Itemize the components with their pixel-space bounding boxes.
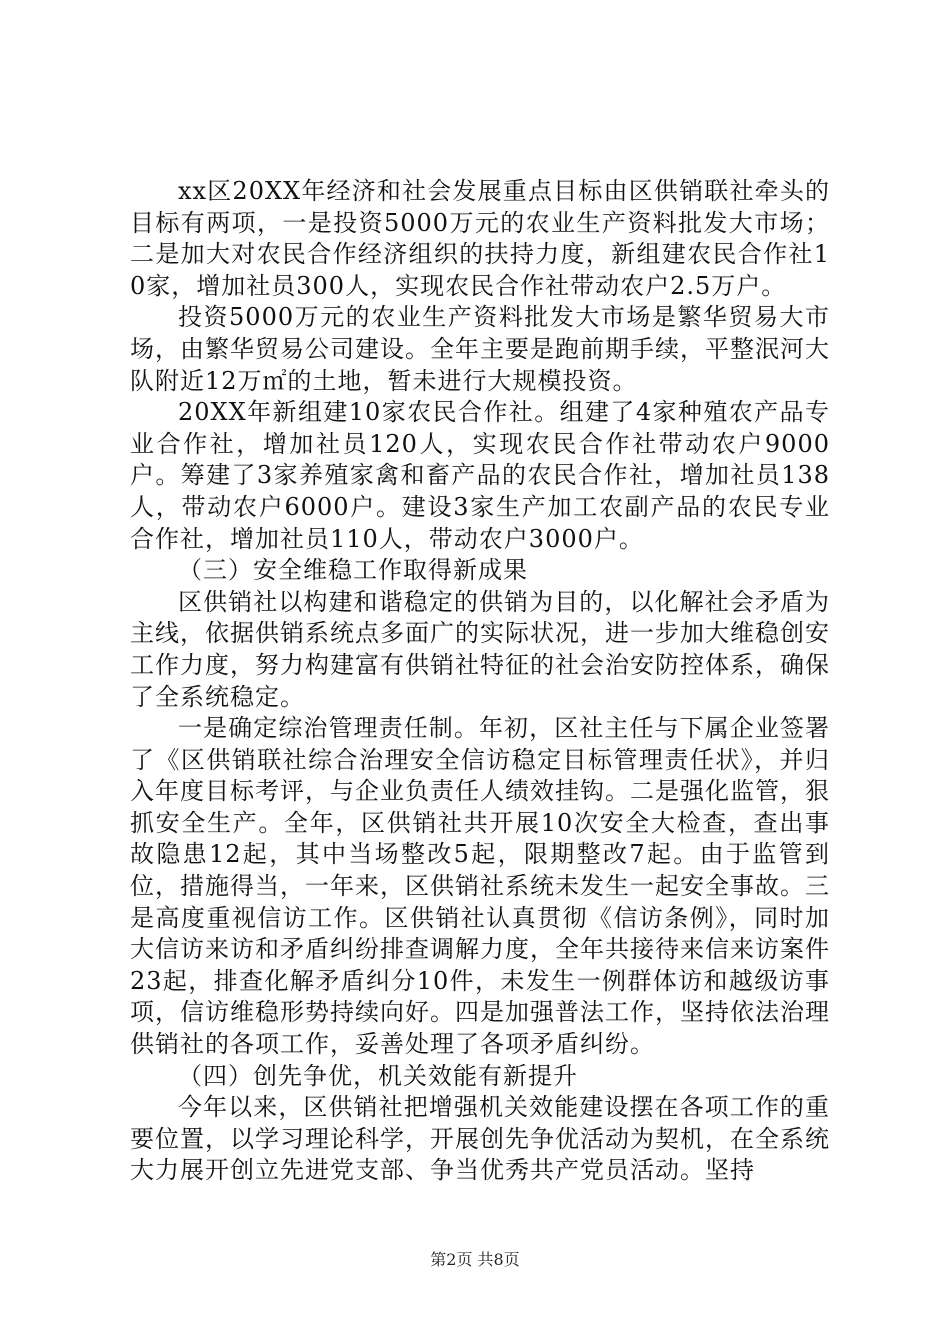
paragraph-goals: xx区20XX年经济和社会发展重点目标由区供销联社牵头的目标有两项，一是投资5000万元的农业生产资料批发大市场；二是加大对农民合作经济组织的扶持力度，新组建农民合作社10家，增加社员300人，实现农民合作社带动农户2.5万户。 [130,177,830,300]
paragraph-efficiency: 今年以来，区供销社把增强机关效能建设摆在各项工作的重要位置，以学习理论科学，开展创先争优活动为契机，在全系统大力展开创立先进党支部、争当优秀共产党员活动。坚持 [130,1093,830,1185]
paragraph-measures: 一是确定综治管理责任制。年初，区社主任与下属企业签署了《区供销联社综合治理安全信访稳定目标管理责任状》，并归入年度目标考评，与企业负责任人绩效挂钩。二是强化监管，狠抓安全生产。全年，区供销社共开展10次安全大检查，查出事故隐患12起，其中当场整改5起，限期整改7起。由于监管到位，措施得当，一年来，区供销社系统未发生一起安全事故。三是高度重视信访工作。区供销社认真贯彻《信访条例》，同时加大信访来访和矛盾纠纷排查调解力度，全年共接待来信来访案件23起，排查化解矛盾纠分10件，未发生一例群体访和越级访事项，信访维稳形势持续向好。四是加强普法工作，坚持依法治理供销社的各项工作，妥善处理了各项矛盾纠纷。 [130,714,830,1059]
page-footer: 第2页 共8页 [430,1250,520,1269]
paragraph-market: 投资5000万元的农业生产资料批发大市场是繁华贸易大市场，由繁华贸易公司建设。全年主要是跑前期手续，平整泯河大队附近12万㎡的土地，暂未进行大规模投资。 [130,303,830,395]
section-heading-3: （三）安全维稳工作取得新成果 [178,556,528,585]
paragraph-cooperatives: 20XX年新组建10家农民合作社。组建了4家种殖农产品专业合作社，增加社员120人，实现农民合作社带动农户9000户。筹建了3家养殖家禽和畜产品的农民合作社，增加社员138人，带动农户6000户。建设3家生产加工农副产品的农民专业合作社，增加社员110人，带动农户3000户。 [130,398,830,553]
paragraph-stability: 区供销社以构建和谐稳定的供销为目的，以化解社会矛盾为主线，依据供销系统点多面广的实际状况，进一步加大维稳创安工作力度，努力构建富有供销社特征的社会治安防控体系，确保了全系统稳定。 [130,587,830,711]
section-heading-4: （四）创先争优，机关效能有新提升 [178,1061,578,1090]
document-body [130,176,830,1187]
